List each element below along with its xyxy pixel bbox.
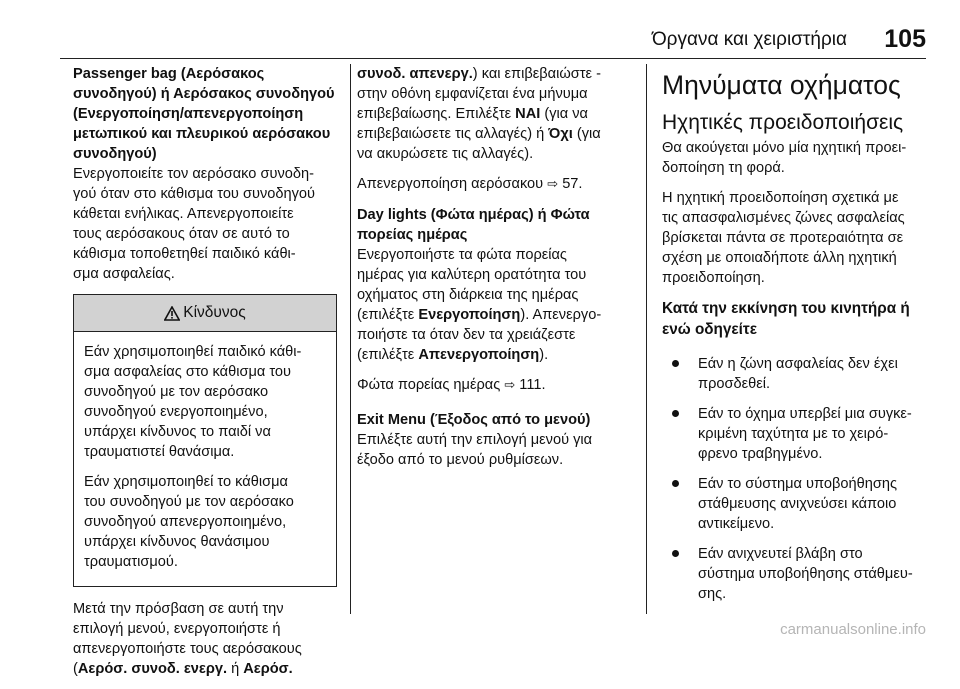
list-item: Εάν το όχημα υπερβεί μια συγκε- κριμένη ταχύτητα με το χειρό- φρενο τραβηγμένο. [662, 404, 930, 464]
menu-option-airbag-off: Αερόσ. [243, 661, 293, 677]
engine-start-heading: Κατά την εκκίνηση του κινητήρα ή ενώ οδηγείτε [662, 300, 910, 338]
after-access-paragraph: Μετά την πρόσβαση σε αυτή την επιλογή μενού, ενεργοποιήστε ή απενεργοποιήστε τους αερόσακους (Αερόσ. συνοδ. ενεργ. ή Αερόσ. [73, 601, 302, 677]
bullet-icon [672, 410, 679, 417]
warning-header [74, 295, 336, 332]
warning-conditions-list [662, 354, 930, 604]
day-lights-paragraph: Ενεργοποιήστε τα φώτα πορείας ημέρας για καλύτερη ορατότητα του οχήματος στη διάρκεια της ημέρας (επιλέξτε Ενεργοποίηση). Απενεργο- ποιήστε τα όταν δεν τα χρειάζεστε (επιλέξτε Απενεργοποίηση). [357, 247, 602, 363]
list-item: Εάν ανιχνευτεί βλάβη στο σύστημα υποβοήθησης στάθμευ- σης. [662, 544, 930, 604]
confirmation-paragraph: συνοδ. απενεργ.) και επιβεβαιώστε - στην οθόνη εμφανίζεται ένα μήνυμα επιβεβαίωσης. Επιλέξτε ΝΑΙ (για να επιβεβαιώσετε τις αλλαγές) ή Όχι (για να ακυρώσετε τις αλλαγές). [357, 66, 601, 162]
page-header [0, 0, 960, 60]
danger-warning-box [73, 294, 337, 587]
column-2 [357, 64, 633, 480]
option-no: Όχι [548, 126, 573, 142]
column-1 [73, 64, 345, 689]
header-divider [60, 58, 926, 59]
column-3 [662, 64, 930, 614]
option-activate: Ενεργοποίηση [418, 307, 521, 323]
warning-triangle-icon [164, 306, 180, 321]
list-item: Εάν η ζώνη ασφαλείας δεν έχει προσδεθεί. [662, 354, 930, 394]
passenger-bag-intro: Ενεργοποιείτε τον αερόσακο συνοδη- γού όταν στο κάθισμα του συνοδηγού κάθεται ενήλικας. Απενεργοποιείτε τους αερόσακους όταν σε αυτό το κάθισμα τοποθετηθεί παιδικό κάθι- σμα ασφαλείας. [73, 166, 316, 282]
warning-paragraph-2: Εάν χρησιμοποιηθεί το κάθισμα του συνοδηγού με τον αερόσακο συνοδηγού απενεργοποιημένο, υπάρχει κίνδυνος θανάσιμου τραυματισμού. [84, 474, 294, 570]
passenger-bag-heading: Passenger bag (Αερόσακος συνοδηγού) ή Αερόσακος συνοδηγού (Ενεργοποίηση/απενεργοποίηση μετωπικού και πλευρικού αερόσακου συνοδηγού) [73, 66, 335, 162]
exit-menu-heading: Exit Menu (Έξοδος από το μενού) [357, 412, 591, 428]
header-title: Όργανα και χειριστήρια [651, 29, 847, 50]
watermark: carmanualsonline.info [780, 621, 926, 638]
option-yes: ΝΑΙ [515, 106, 541, 122]
page-number: 105 [884, 25, 926, 53]
menu-option-airbag-on: Αερόσ. συνοδ. ενεργ. [77, 661, 228, 677]
warning-body [74, 332, 336, 586]
vehicle-messages-heading: Μηνύματα οχήματος [662, 70, 901, 100]
bullet-icon [672, 550, 679, 557]
column-divider-1 [350, 64, 351, 614]
warning-paragraph-1: Εάν χρησιμοποιηθεί παιδικό κάθι- σμα ασφαλείας στο κάθισμα του συνοδηγού με τον αερόσακο συνοδηγού ενεργοποιημένο, υπάρχει κίνδυνος το παιδί να τραυματιστεί θανάσιμα. [84, 344, 302, 460]
bullet-icon [672, 480, 679, 487]
exit-menu-paragraph: Επιλέξτε αυτή την επιλογή μενού για έξοδο από το μενού ρυθμίσεων. [357, 432, 593, 468]
audible-warnings-heading: Ηχητικές προειδοποιήσεις [662, 111, 904, 134]
audible-warnings-paragraph-2: Η ηχητική προειδοποίηση σχετικά με τις απασφαλισμένες ζώνες ασφαλείας βρίσκεται πάντα σε προτεραιότητα σε σχέση με οποιαδήποτε άλλη ηχητική προειδοποίηση. [662, 190, 905, 286]
column-divider-2 [646, 64, 647, 614]
audible-warnings-paragraph-1: Θα ακούγεται μόνο μία ηχητική προει- δοποίηση τη φορά. [662, 140, 907, 176]
arrow-right-icon: ⇨ [504, 378, 516, 393]
list-item: Εάν το σύστημα υποβοήθησης στάθμευσης ανιχνεύσει κάποιο αντικείμενο. [662, 474, 930, 534]
bullet-icon [672, 360, 679, 367]
day-lights-xref[interactable]: Φώτα πορείας ημέρας ⇨ 111. [357, 377, 546, 393]
arrow-right-icon: ⇨ [547, 177, 559, 192]
warning-title: Κίνδυνος [183, 304, 246, 321]
day-lights-heading: Day lights (Φώτα ημέρας) ή Φώτα πορείας ημέρας [357, 207, 590, 243]
option-deactivate: Απενεργοποίηση [418, 347, 540, 363]
airbag-deactivation-xref[interactable]: Απενεργοποίηση αερόσακου ⇨ 57. [357, 176, 583, 192]
